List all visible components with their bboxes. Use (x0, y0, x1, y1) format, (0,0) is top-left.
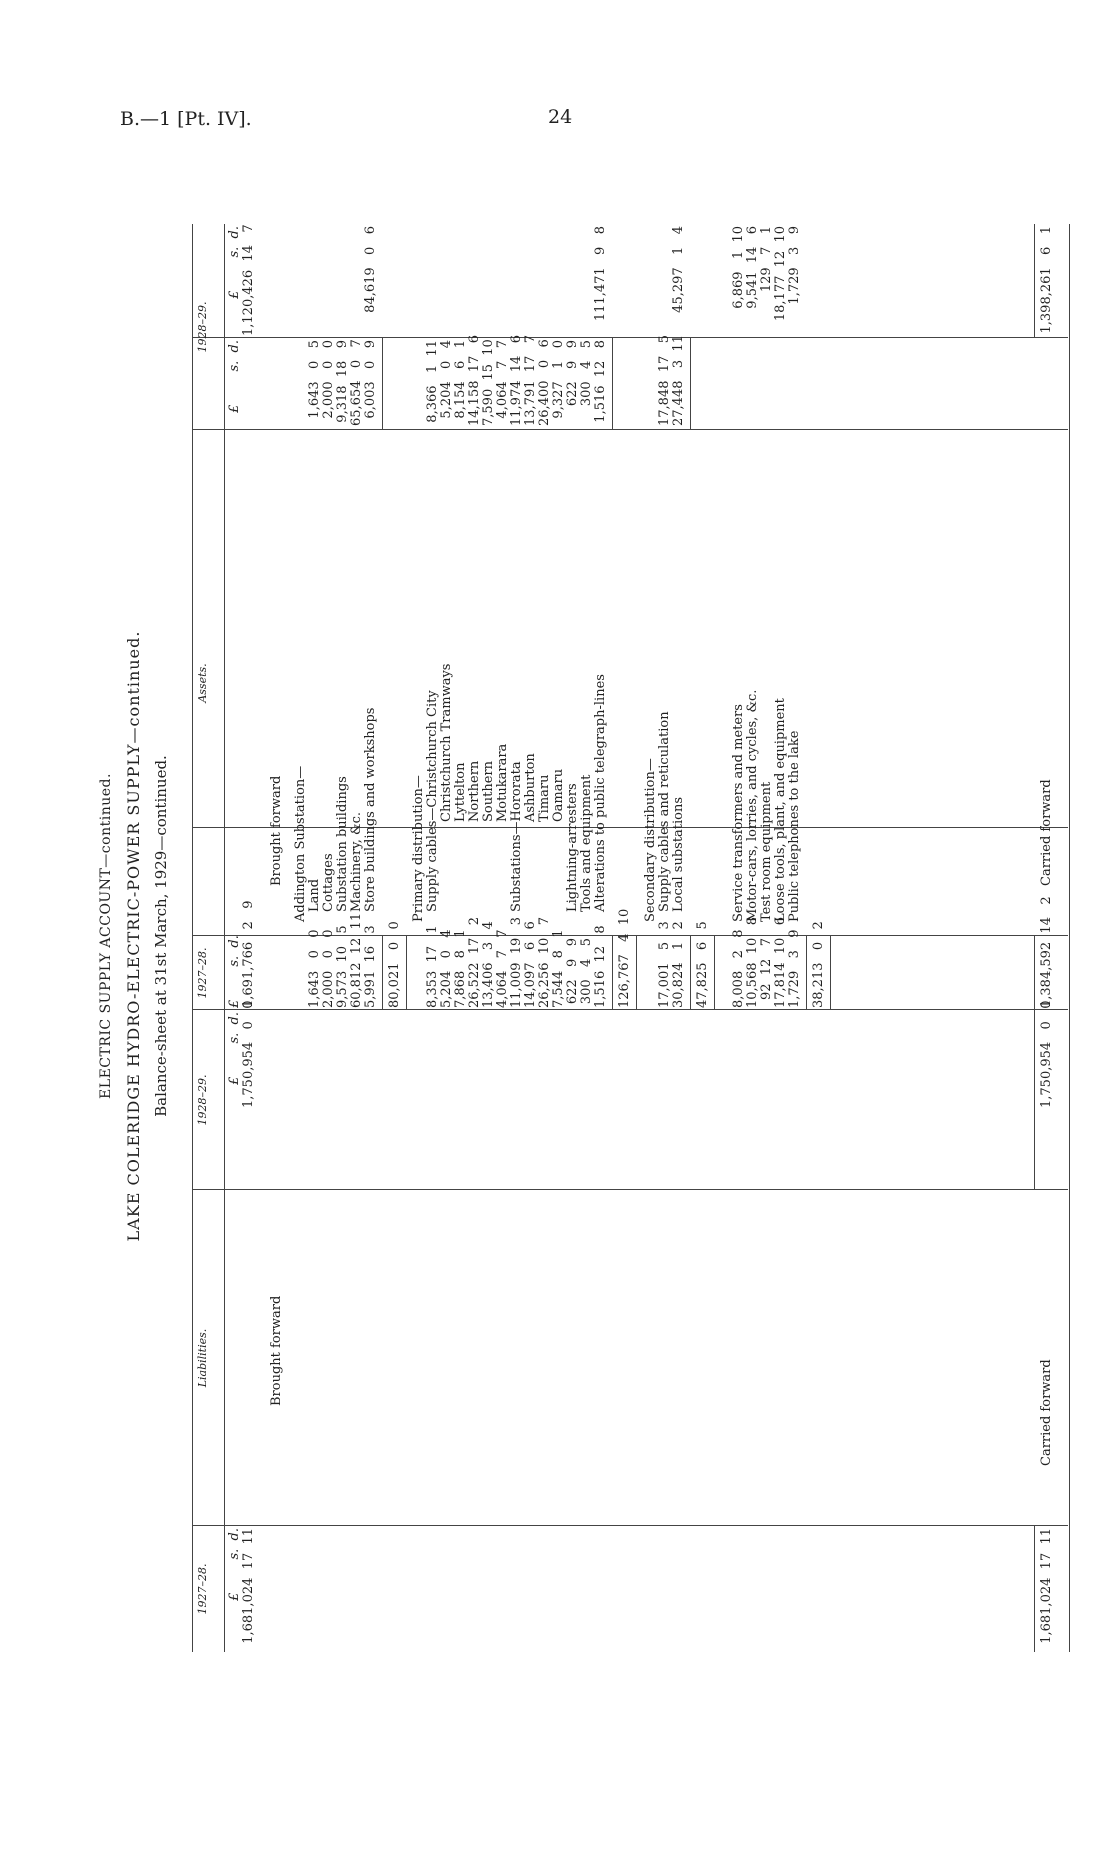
header-year-prev: 1927–28. (196, 947, 209, 999)
subtotal-rule (612, 338, 613, 430)
asset-label: Service transformers and meters (731, 704, 746, 922)
column-rule (192, 429, 1068, 430)
column-rule (192, 1525, 1068, 1526)
liab-carried-forward-prev: 1,681,024 17 11 (1039, 1528, 1054, 1644)
page-number: 24 (548, 106, 573, 128)
asset-label: Substation buildings (335, 776, 350, 912)
asset-prev: 10,568 10 8 (745, 917, 760, 1008)
primary-heading: Primary distribution— (411, 775, 426, 922)
total-rule (1034, 936, 1035, 1010)
asset-curr: 5,204 0 4 (439, 340, 454, 419)
column-rule (192, 827, 1068, 828)
asset-label: Lyttelton (453, 762, 468, 822)
supply-title: LAKE COLERIDGE HYDRO-ELECTRIC-POWER SUPPLY—continued. (124, 630, 143, 1242)
liab-carried-forward-curr: 1,750,954 0 0 (1039, 1000, 1054, 1108)
column-rule (192, 1189, 1068, 1190)
asset-prev: 26,522 17 2 (467, 917, 482, 1008)
asset-curr: 300 4 5 (579, 340, 594, 407)
asset-label: Motukarara (495, 743, 510, 822)
header-liabilities: Liabilities. (196, 1328, 209, 1388)
subtotal-rule (690, 936, 691, 1010)
asset-curr: 129 7 1 (759, 226, 774, 293)
currency-header: £ s. d. (227, 340, 242, 413)
asset-label: Southern (481, 761, 496, 822)
asset-label: Test room equipment (759, 781, 774, 922)
asset-curr: 9,318 18 9 (335, 340, 350, 423)
asset-prev: 5,991 16 3 (363, 925, 378, 1008)
account-title: ELECTRIC SUPPLY ACCOUNT—continued. (98, 773, 114, 1099)
subtotal-rule (382, 936, 383, 1010)
asset-label: Local substations (671, 796, 686, 912)
addington-heading: Addington Substation— (293, 765, 308, 922)
subtotal-rule (714, 936, 715, 1010)
asset-label: Motor-cars, lorries, and cycles, &c. (745, 689, 760, 922)
asset-brought-forward-label: Brought forward (269, 775, 284, 886)
asset-label: Alterations to public telegraph-lines (593, 674, 608, 912)
column-rule (192, 337, 1068, 338)
balance-sheet-title: Balance-sheet at 31st March, 1929—continued. (152, 755, 170, 1117)
asset-label: Northern (467, 760, 482, 822)
asset-label: Supply cables—Christchurch City (425, 690, 440, 912)
asset-prev: 11,009 19 3 (509, 917, 524, 1008)
asset-label: Machinery, &c. (349, 811, 364, 912)
liab-brought-forward-prev: 1,681,024 17 11 (241, 1528, 256, 1644)
asset-label: Public telephones to the lake (787, 730, 802, 922)
asset-prev: 14,097 6 6 (523, 921, 538, 1008)
asset-prev: 622 9 9 (565, 938, 580, 1005)
asset-curr: 14,158 17 6 (467, 335, 482, 426)
asset-curr: 2,000 0 0 (321, 340, 336, 419)
asset-prev: 60,812 12 11 (349, 912, 364, 1008)
asset-prev: 1,729 3 9 (787, 929, 802, 1008)
asset-label: Lightning-arresters (565, 783, 580, 912)
asset-curr: 65,654 0 7 (349, 339, 364, 426)
primary-total-prev: 126,767 4 10 (617, 908, 632, 1008)
asset-prev: 1,643 0 0 (307, 929, 322, 1008)
header-year-curr: 1928–29. (196, 301, 209, 353)
other-total-prev: 38,213 0 2 (811, 921, 826, 1008)
asset-curr: 26,400 0 6 (537, 339, 552, 426)
addington-total-curr: 84,619 0 6 (363, 226, 378, 313)
asset-prev: 13,406 3 4 (481, 921, 496, 1008)
addington-total-prev: 80,021 0 0 (387, 921, 402, 1008)
asset-curr: 7,590 15 10 (481, 339, 496, 426)
total-rule (1034, 224, 1035, 338)
subtotal-rule (806, 936, 807, 1010)
asset-label: Store buildings and workshops (363, 707, 378, 912)
asset-curr: 11,974 14 6 (509, 335, 524, 426)
header-year-curr: 1928–29. (196, 1074, 209, 1126)
asset-label: Substations—Hororata (509, 761, 524, 912)
primary-total-curr: 111,471 9 8 (593, 226, 608, 322)
subtotal-rule (690, 338, 691, 430)
subtotal-rule (830, 936, 831, 1010)
total-rule (1034, 1526, 1035, 1652)
asset-brought-forward-prev: 1,691,766 2 9 (241, 900, 256, 1008)
currency-header: £ s. d. (227, 1528, 242, 1601)
asset-curr: 9,541 14 6 (745, 226, 760, 309)
asset-prev: 9,573 10 5 (335, 925, 350, 1008)
header-year-prev: 1927–28. (196, 1563, 209, 1615)
asset-curr: 8,366 1 11 (425, 340, 440, 423)
asset-prev: 17,001 5 3 (657, 921, 672, 1008)
asset-carried-forward-label: Carried forward (1039, 779, 1054, 886)
asset-curr: 18,177 12 10 (773, 226, 788, 322)
secondary-total-curr: 45,297 1 4 (671, 226, 686, 313)
asset-curr: 17,848 17 5 (657, 335, 672, 426)
secondary-total-prev: 47,825 6 5 (695, 921, 710, 1008)
page-reference: B.—1 [Pt. IV]. (120, 108, 252, 130)
liab-brought-forward-curr: 1,750,954 0 0 (241, 1000, 256, 1108)
asset-curr: 8,154 6 1 (453, 340, 468, 419)
asset-prev: 7,544 8 1 (551, 929, 566, 1008)
asset-curr: 6,869 1 10 (731, 226, 746, 309)
asset-label: Cottages (321, 853, 336, 912)
asset-label: Land (307, 878, 322, 912)
asset-prev: 17,814 10 6 (773, 917, 788, 1008)
asset-curr: 13,791 17 7 (523, 335, 538, 426)
asset-label: Christchurch Tramways (439, 663, 454, 822)
asset-prev: 4,064 7 7 (495, 929, 510, 1008)
asset-prev: 1,516 12 8 (593, 925, 608, 1008)
asset-label: Loose tools, plant, and equipment (773, 698, 788, 922)
liab-brought-forward-label: Brought forward (269, 1295, 284, 1406)
asset-label: Supply cables and reticulation (657, 711, 672, 912)
asset-prev: 2,000 0 0 (321, 929, 336, 1008)
asset-label: Oamaru (551, 768, 566, 822)
asset-curr: 1,729 3 9 (787, 226, 802, 305)
asset-prev: 300 4 5 (579, 938, 594, 1005)
currency-header: £ s. d. (227, 1012, 242, 1085)
asset-label: Timaru (537, 774, 552, 822)
liab-carried-forward-label: Carried forward (1039, 1359, 1054, 1466)
asset-prev: 5,204 0 4 (439, 929, 454, 1008)
asset-prev: 30,824 1 2 (671, 921, 686, 1008)
header-rule (224, 224, 225, 1652)
asset-label: Ashburton (523, 753, 538, 822)
asset-curr: 622 9 9 (565, 340, 580, 407)
column-rule (192, 1009, 1068, 1010)
asset-prev: 8,008 2 8 (731, 929, 746, 1008)
asset-curr: 27,448 3 11 (671, 335, 686, 426)
asset-prev: 92 12 7 (759, 938, 774, 1001)
asset-prev: 8,353 17 1 (425, 925, 440, 1008)
asset-curr: 9,327 1 0 (551, 340, 566, 419)
currency-header: £ s. d. (227, 226, 242, 299)
asset-label: Tools and equipment (579, 774, 594, 912)
subtotal-rule (612, 936, 613, 1010)
subtotal-rule (406, 936, 407, 1010)
asset-prev: 26,256 10 7 (537, 917, 552, 1008)
secondary-heading: Secondary distribution— (643, 758, 658, 922)
asset-curr: 6,003 0 9 (363, 340, 378, 419)
asset-brought-forward-curr: 1,120,426 14 7 (241, 224, 256, 336)
asset-prev: 7,868 8 1 (453, 929, 468, 1008)
asset-carried-forward-curr: 1,398,261 6 1 (1039, 226, 1054, 334)
asset-carried-forward-prev: 1,384,592 14 2 (1039, 896, 1054, 1008)
total-rule (1034, 1010, 1035, 1190)
asset-curr: 1,643 0 5 (307, 340, 322, 419)
header-assets: Assets. (196, 663, 209, 703)
asset-curr: 4,064 7 7 (495, 340, 510, 419)
balance-sheet (88, 196, 1088, 1676)
asset-curr: 1,516 12 8 (593, 340, 608, 423)
currency-header: £ s. d. (227, 935, 242, 1008)
subtotal-rule (636, 936, 637, 1010)
subtotal-rule (382, 338, 383, 430)
